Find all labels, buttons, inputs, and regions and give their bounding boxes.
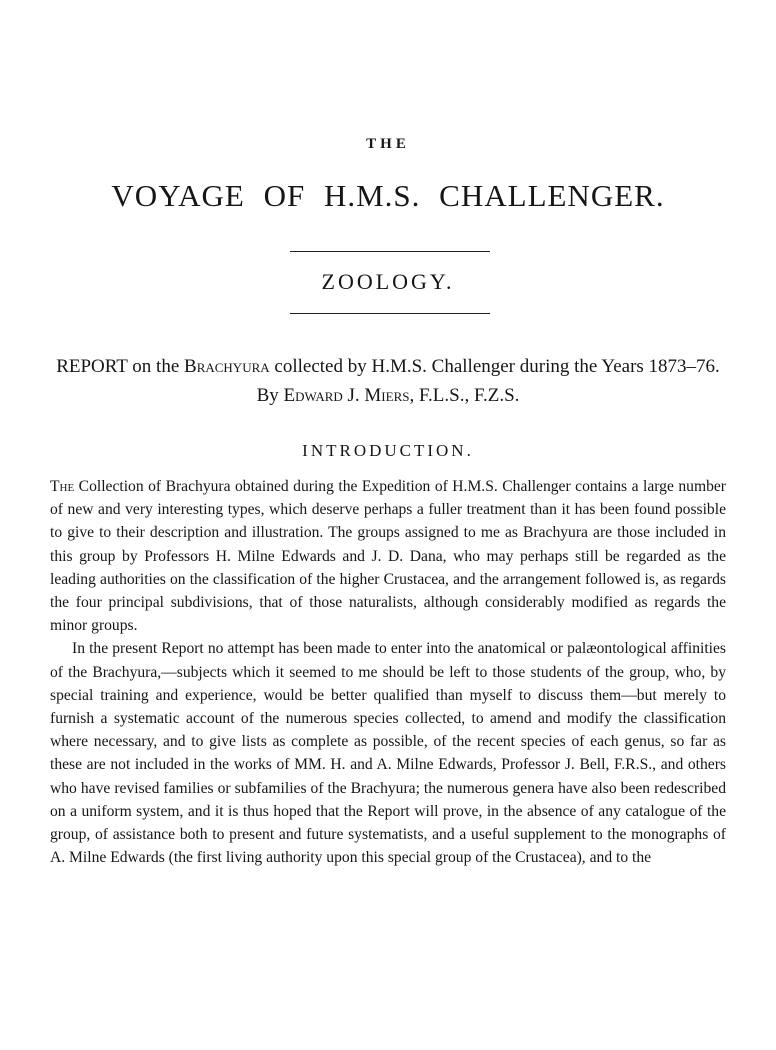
report-middle: collected by H.M.S. Challenger during the Years 1873–76. By: [256, 356, 720, 406]
paragraph-1-lead: The: [50, 478, 75, 495]
report-taxon: Brachyura: [184, 356, 270, 377]
report-author: Edward J. Miers: [283, 385, 410, 406]
paragraph-1-text: Collection of Brachyura obtained during the Expedition of H.M.S. Challenger contains a large number of new and very interesting types, which deserve perhaps a fuller treatment than it has been found possible to give to their description and illustration. The groups assigned to me as Brachyura are those included in this group by Professors H. Milne Edwards and J. D. Dana, who may perhaps still be regarded as the leading authorities on the classification of the higher Crustacea, and the arrangement followed is, as regards the four principal subdivisions, that of those naturalists, although considerably modified as regards the minor groups.: [50, 478, 726, 635]
publication-title: VOYAGE OF H.M.S. CHALLENGER.: [111, 178, 665, 213]
paragraph-2: In the present Report no attempt has been made to enter into the anatomical or palæontological affinities of the Brachyura,—subjects which it seemed to me should be left to those students of the group, who, by special training and experience, would be better qualified than myself to discuss them—but merely to furnish a systematic account of the numerous species collected, to amend and modify the classification where necessary, and to give lists as complete as possible, of the recent species of each genus, so far as these are not included in the works of MM. H. and A. Milne Edwards, Professor J. Bell, F.R.S., and others who have revised families or subfamilies of the Brachyura; the numerous genera have also been redescribed on a uniform system, and it is thus hoped that the Report will prove, in the absence of any catalogue of the group, of assistance both to present and future systematists, and a useful supplement to the monographs of A. Milne Edwards (the first living authority upon this special group of the Crustacea), and to the: [50, 640, 726, 867]
divider-bottom: [290, 313, 490, 314]
divider-top: [290, 251, 490, 252]
title-article: THE: [366, 136, 410, 152]
report-heading: [50, 352, 726, 410]
introduction-title: INTRODUCTION.: [302, 441, 474, 460]
report-prefix: REPORT on the: [56, 356, 185, 377]
report-suffix: , F.L.S., F.Z.S.: [409, 385, 520, 406]
section-title: ZOOLOGY.: [321, 269, 455, 294]
introduction-body: [50, 475, 726, 869]
paragraph-1: [50, 475, 726, 637]
